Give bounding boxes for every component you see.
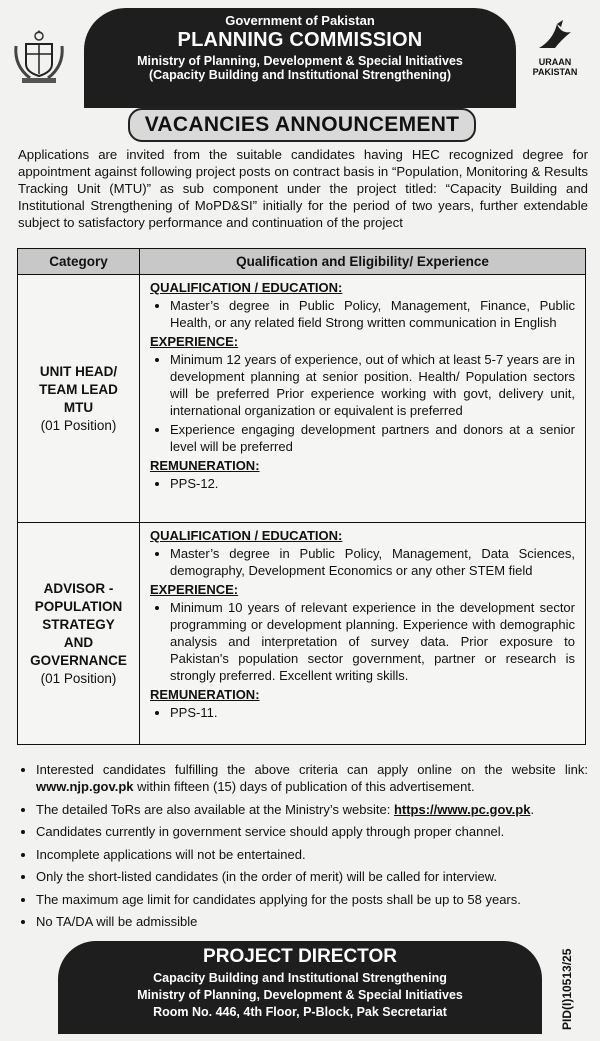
unit-name: (Capacity Building and Institutional Strengthening): [148, 68, 452, 82]
njp-website-link[interactable]: www.njp.gov.pk: [36, 779, 134, 794]
note-text: within fifteen (15) days of publication of this advertisement.: [137, 779, 475, 794]
category-cell: [18, 275, 140, 522]
remuneration-item: • PPS-12.: [170, 475, 575, 492]
qualification-item: • Master’s degree in Public Policy, Management, Data Sciences, demography, Development Economics or any other STEM field: [170, 545, 575, 579]
note-item: [36, 761, 588, 795]
pakistan-emblem-icon: [10, 26, 68, 84]
note-item: [36, 801, 588, 818]
footer-address: Room No. 446, 4th Floor, P-Block, Pak Secretariat: [153, 1005, 447, 1019]
experience-item: • Minimum 12 years of experience, out of which at least 5-7 years are in development planning at senior position. Health/ Population sectors will be preferred Prior experience working with govt, delivery unit, international organization or equivalent is preferred: [170, 351, 575, 419]
position-count: (01 Position): [40, 670, 117, 686]
project-director-title: PROJECT DIRECTOR: [203, 946, 397, 967]
vacancy-table: [17, 248, 586, 745]
table-row: [18, 275, 585, 523]
category-title-line: UNIT HEAD/: [39, 363, 118, 379]
remuneration-item: • PPS-11.: [170, 704, 575, 721]
ministry-name: Ministry of Planning, Development & Special Initiatives: [137, 54, 463, 68]
pc-website-link[interactable]: https://www.pc.gov.pk: [393, 801, 531, 817]
note-text: Interested candidates fulfilling the above criteria can apply online on the website link:: [36, 762, 588, 777]
category-title-line: AND: [63, 634, 94, 650]
category-title-line: TEAM LEAD: [39, 381, 118, 397]
qualification-item: • Master’s degree in Public Policy, Management, Finance, Public Health, or any related field Strong written communication in English: [170, 297, 575, 331]
commission-title: PLANNING COMMISSION: [177, 29, 423, 51]
footer-line: Capacity Building and Institutional Strengthening: [153, 971, 447, 985]
uraan-bird-icon: [535, 18, 575, 52]
category-cell: [18, 523, 140, 744]
category-title-line: MTU: [63, 399, 94, 415]
category-title-line: POPULATION: [34, 598, 123, 614]
remuneration-heading: REMUNERATION:: [150, 687, 260, 702]
note-item: • Only the short-listed candidates (in the order of merit) will be called for interview.: [36, 868, 588, 885]
table-header: [18, 249, 585, 275]
experience-heading: EXPERIENCE:: [150, 582, 239, 597]
uraan-pakistan-logo: [523, 18, 587, 90]
header-banner: [84, 8, 516, 108]
uraan-logo-text: URAAN: [538, 57, 572, 67]
experience-item: • Minimum 10 years of relevant experience in the development sector programming or development planning. Experience with demographic analysis and interpretation of survey data. Prior exposure to Pakistan's population sector government, partner or research is strongly preferred. Excellent writing skills.: [170, 599, 575, 684]
category-title-line: ADVISOR -: [43, 580, 114, 596]
note-item: • No TA/DA will be admissible: [36, 913, 588, 930]
intro-paragraph: Applications are invited from the suitable candidates having HEC recognized degree for appointment against following project posts on contract basis in “Population, Monitoring & Results Tracking Unit (MTU)” as sub component under the project titled: “Capacity Building and Institutional Strengthening of MoPD&SI” initially for the period of two years, further extendable subject to satisfactory performance and continuation of the project: [18, 147, 588, 230]
position-count: (01 Position): [40, 417, 117, 433]
notes-list: [18, 761, 588, 936]
vacancies-title: VACANCIES ANNOUNCEMENT: [128, 108, 476, 142]
qualification-heading: QUALIFICATION / EDUCATION:: [150, 280, 343, 295]
header-category: Category: [18, 249, 140, 274]
category-title-line: GOVERNANCE: [30, 652, 127, 668]
header-qualification: Qualification and Eligibility/ Experience: [236, 254, 489, 269]
note-item: • Candidates currently in government service should apply through proper channel.: [36, 823, 588, 840]
pakistan-logo-text: PAKISTAN: [532, 67, 578, 77]
experience-heading: EXPERIENCE:: [150, 334, 239, 349]
qualification-heading: QUALIFICATION / EDUCATION:: [150, 528, 343, 543]
experience-item: • Experience engaging development partners and donors at a senior level will be preferred: [170, 421, 575, 455]
footer-banner: [58, 941, 542, 1034]
note-text: .: [530, 801, 535, 817]
footer-line: Ministry of Planning, Development & Special Initiatives: [137, 988, 463, 1002]
details-cell: [140, 275, 585, 522]
remuneration-heading: REMUNERATION:: [150, 458, 260, 473]
note-item: • The maximum age limit for candidates applying for the posts shall be up to 58 years.: [36, 891, 588, 908]
note-text: The detailed ToRs are also available at the Ministry’s website:: [36, 801, 391, 817]
pid-number: PID(I)10513/25: [560, 948, 574, 1030]
government-label: Government of Pakistan: [225, 13, 375, 28]
category-title-line: STRATEGY: [42, 616, 115, 632]
table-row: [18, 523, 585, 744]
details-cell: [140, 523, 585, 744]
note-item: • Incomplete applications will not be entertained.: [36, 846, 588, 863]
